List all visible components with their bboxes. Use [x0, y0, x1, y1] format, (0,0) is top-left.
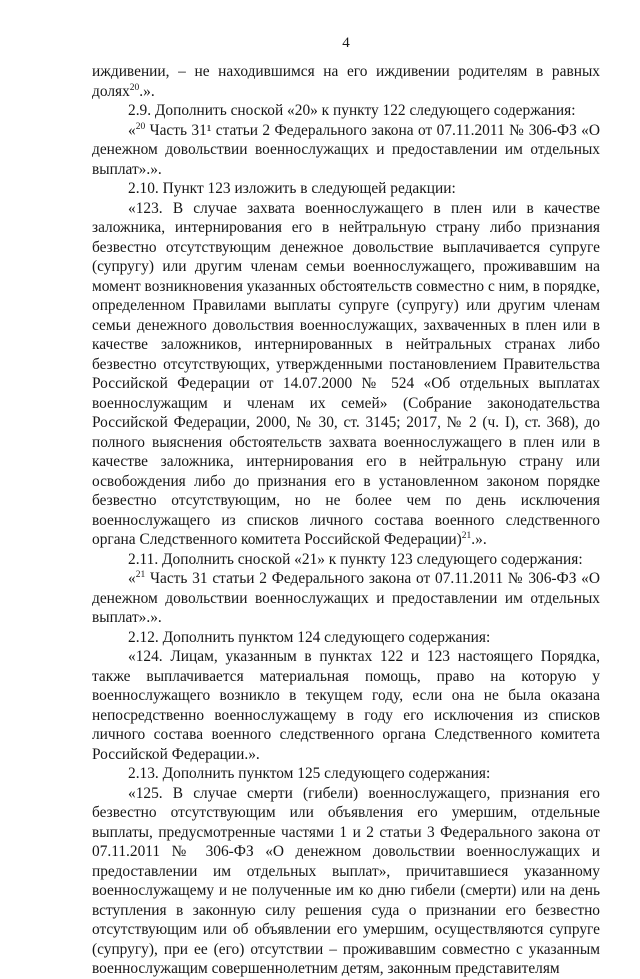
paragraph — [92, 569, 600, 628]
paragraph-text-tail: .». — [471, 531, 487, 548]
paragraph — [92, 199, 600, 550]
paragraph-text: 2.9. Дополнить сноской «20» к пункту 122 следующего содержания: — [128, 102, 576, 119]
page-number: 4 — [342, 35, 350, 51]
footnote-mark: 21 — [461, 530, 472, 541]
paragraph — [92, 647, 600, 764]
paragraph-text: иждивении, – не находившимся на его иждивении родителям в равных долях — [92, 63, 600, 100]
footnote-mark: 21 — [135, 569, 146, 580]
paragraph-text: 2.12. Дополнить пунктом 124 следующего содержания: — [128, 628, 491, 646]
paragraph — [92, 62, 600, 101]
paragraph — [92, 101, 600, 121]
paragraph-text: « — [128, 570, 136, 587]
paragraph-text: «125. В случае смерти (гибели) военнослужащего, признания его безвестно отсутствующим или объявления его умершим, отдельные выплаты, предусмотренные частями 1 и 2 статьи 3 Федерального закона от 07.11.2011 № 306-ФЗ «О денежном довольствии военнослужащих и предоставлении им отдельных выплат», причитавшиеся указанному военнослужащему и не полученные им ко дню гибели (смерти) или на день вступления в законную силу решения суда о признании его безвестно отсутствующим или об объявлении его умершим, осуществляются супруге (супругу), при ее (его) отсутствии – проживавшим совместно с указанным военнослужащим совершеннолетним детям, законным представителям — [92, 784, 600, 977]
paragraph-text: «124. Лицам, указанным в пунктах 122 и 123 настоящего Порядка, также выплачивается материальная помощь, право на которую у военнослужащего возникло в текущем году, если она не была оказана непосредственно военнослужащему в году его исключения из списков личного состава военного следственного органа Следственного комитета Российской Федерации.». — [92, 648, 600, 763]
paragraph — [92, 121, 600, 180]
paragraph — [92, 764, 600, 784]
paragraph — [92, 550, 600, 570]
footnote-mark: 20 — [129, 82, 140, 93]
paragraph-text-tail: Часть 31 статьи 2 Федерального закона от 07.11.2011 № 306-ФЗ «О денежном довольствии военнослужащих и предоставлении им отдельных выплат».». — [92, 570, 600, 626]
paragraph-text-tail: Часть 31¹ статьи 2 Федерального закона от 07.11.2011 № 306-ФЗ «О денежном довольствии военнослужащих и предоставлении им отдельных выплат».». — [92, 121, 600, 178]
document-body — [92, 62, 600, 979]
paragraph-text: «123. В случае захвата военнослужащего в плен или в качестве заложника, интернирования его в нейтральную страну либо признания безвестно отсутствующим денежное довольствие выплачивается супруге (супругу) или другим членам семьи военнослужащего, проживавшим на момент возникновения указанных обстоятельств совместно с ним, в порядке, определенном Правилами выплаты супруге (супругу) или другим членам семьи денежного довольствия военнослужащих, захваченных в плен или в качестве заложников, интернированных в нейтральных странах либо безвестно отсутствующих, утвержденными постановлением Правительства Российской Федерации от 14.07.2000 № 524 «Об отдельных выплатах военнослужащим и членам их семей» (Собрание законодательства Российской Федерации, 2000, № 30, ст. 3145; 2017, № 2 (ч. I), ст. 368), до полного выяснения обстоятельств захвата военнослужащего в плен или в качестве заложника, интернирования его в нейтральную страну или освобождения либо до признания его в установленном законом порядке безвестно отсутствующим, но не более чем по день исключения военнослужащего из списков личного состава военного следственного органа Следственного комитета Российской Федерации) — [92, 199, 600, 548]
paragraph — [92, 784, 600, 979]
paragraph — [92, 628, 600, 648]
paragraph-text: 2.10. Пункт 123 изложить в следующей редакции: — [128, 180, 456, 197]
paragraph-text: 2.13. Дополнить пунктом 125 следующего содержания: — [128, 765, 491, 782]
footnote-mark: 20 — [135, 121, 146, 132]
paragraph-text: 2.11. Дополнить сноской «21» к пункту 123 следующего содержания: — [128, 550, 583, 568]
paragraph-text-tail: .». — [139, 82, 155, 100]
paragraph — [92, 179, 600, 199]
paragraph-text: « — [128, 121, 136, 139]
